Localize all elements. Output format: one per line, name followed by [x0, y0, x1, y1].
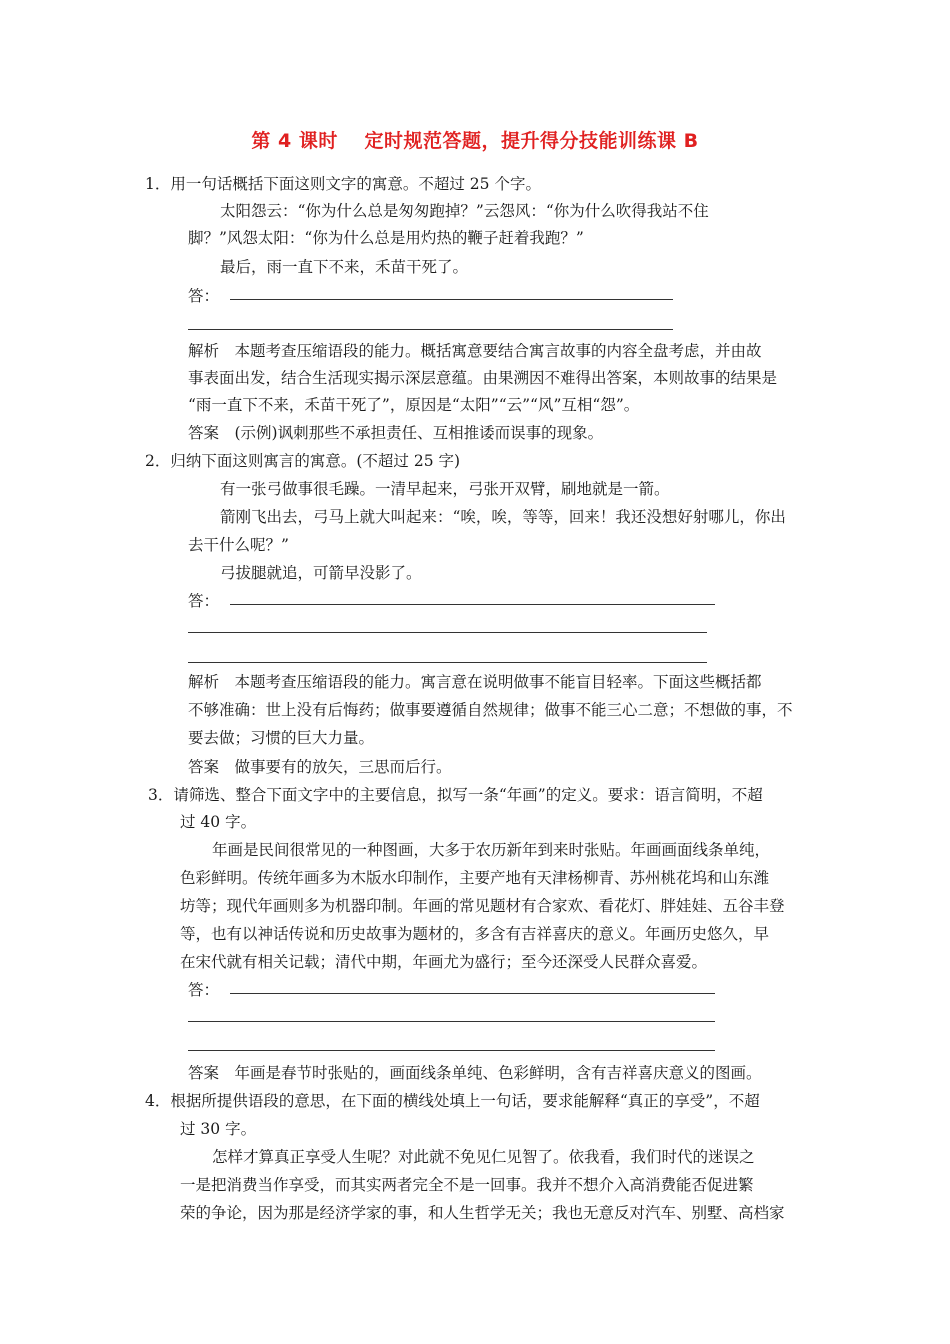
q3-answer-blank-2[interactable]	[188, 1021, 715, 1022]
q4-text-line-1: 怎样才算真正享受人生呢？对此就不免见仁见智了。依我看，我们时代的迷误之	[212, 1148, 755, 1166]
q1-answer-label: 答：	[188, 287, 220, 305]
q1-answer-blank-2[interactable]	[188, 329, 673, 330]
q2-answer-blank-2[interactable]	[188, 632, 707, 633]
q1-text-line-2: 脚？”风怨太阳：“你为什么总是用灼热的鞭子赶着我跑？”	[188, 229, 584, 247]
q4-text-line-2: 一是把消费当作享受，而其实两者完全不是一回事。我并不想介入高消费能否促进繁	[180, 1176, 754, 1194]
q2-text-line-4: 弓拔腿就追，可箭早没影了。	[220, 564, 422, 582]
q1-analysis-line-2: 事表面出发，结合生活现实揭示深层意蕴。由果溯因不难得出答案，本则故事的结果是	[188, 369, 778, 387]
q1-analysis-line-1: 解析 本题考查压缩语段的能力。概括寓意要结合寓言故事的内容全盘考虑，并由故	[188, 342, 762, 360]
q1-stem: 1．用一句话概括下面这则文字的寓意。不超过 25 个字。	[145, 175, 541, 193]
q3-answer-blank-3[interactable]	[188, 1050, 715, 1051]
q2-analysis-line-2: 不够准确：世上没有后悔药；做事要遵循自然规律；做事不能三心二意；不想做的事，不	[188, 701, 793, 719]
page-title: 第 4 课时 定时规范答题，提升得分技能训练课 B	[251, 130, 699, 152]
q3-text-line-2: 色彩鲜明。传统年画多为木版水印制作，主要产地有天津杨柳青、苏州桃花坞和山东潍	[180, 869, 770, 887]
q2-text-line-2: 箭刚飞出去，弓马上就大叫起来：“唉，唉，等等，回来！我还没想好射哪儿，你出	[220, 508, 786, 526]
q3-stem-line-2: 过 40 字。	[180, 813, 257, 831]
q2-stem: 2．归纳下面这则寓言的寓意。(不超过 25 字)	[145, 452, 461, 470]
q2-answer-label: 答：	[188, 592, 220, 610]
q1-answer-blank-1[interactable]	[230, 299, 673, 300]
q3-answer: 答案 年画是春节时张贴的，画面线条单纯、色彩鲜明，含有吉祥喜庆意义的图画。	[188, 1064, 762, 1082]
q2-answer: 答案 做事要有的放矢，三思而后行。	[188, 758, 452, 776]
q1-text-line-1: 太阳怨云：“你为什么总是匆匆跑掉？”云怨风：“你为什么吹得我站不住	[220, 202, 709, 220]
q2-answer-blank-3[interactable]	[188, 662, 707, 663]
q3-text-line-3: 坊等；现代年画则多为机器印制。年画的常见题材有合家欢、看花灯、胖娃娃、五谷丰登	[180, 897, 785, 915]
q1-analysis-line-3: “雨一直下不来，禾苗干死了”，原因是“太阳”“云”“风”互相“怨”。	[188, 396, 640, 414]
q2-text-line-1: 有一张弓做事很毛躁。一清早起来，弓张开双臂，刷地就是一箭。	[220, 480, 670, 498]
q2-analysis-line-1: 解析 本题考查压缩语段的能力。寓言意在说明做事不能盲目轻率。下面这些概括都	[188, 673, 762, 691]
q3-stem-line-1: 3．请筛选、整合下面文字中的主要信息，拟写一条“年画”的定义。要求：语言简明，不超	[148, 786, 763, 804]
q2-analysis-line-3: 要去做；习惯的巨大力量。	[188, 729, 375, 747]
q4-stem-line-2: 过 30 字。	[180, 1120, 257, 1138]
q3-answer-label: 答：	[188, 981, 220, 999]
q4-text-line-3: 荣的争论，因为那是经济学家的事，和人生哲学无关；我也无意反对汽车、别墅、高档家	[180, 1204, 785, 1222]
q2-answer-blank-1[interactable]	[230, 604, 715, 605]
q3-text-line-1: 年画是民间很常见的一种图画，大多于农历新年到来时张贴。年画画面线条单纯，	[212, 841, 771, 859]
q1-answer: 答案 (示例)讽刺那些不承担责任、互相推诿而误事的现象。	[188, 424, 604, 442]
q4-stem-line-1: 4．根据所提供语段的意思，在下面的横线处填上一句话，要求能解释“真正的享受”，不超	[145, 1092, 760, 1110]
q1-text-line-3: 最后，雨一直下不来，禾苗干死了。	[220, 258, 469, 276]
q3-text-line-4: 等，也有以神话传说和历史故事为题材的，多含有吉祥喜庆的意义。年画历史悠久，早	[180, 925, 770, 943]
q3-text-line-5: 在宋代就有相关记载；清代中期，年画尤为盛行；至今还深受人民群众喜爱。	[180, 953, 708, 971]
q2-text-line-3: 去干什么呢？”	[188, 536, 289, 554]
q3-answer-blank-1[interactable]	[230, 993, 715, 994]
